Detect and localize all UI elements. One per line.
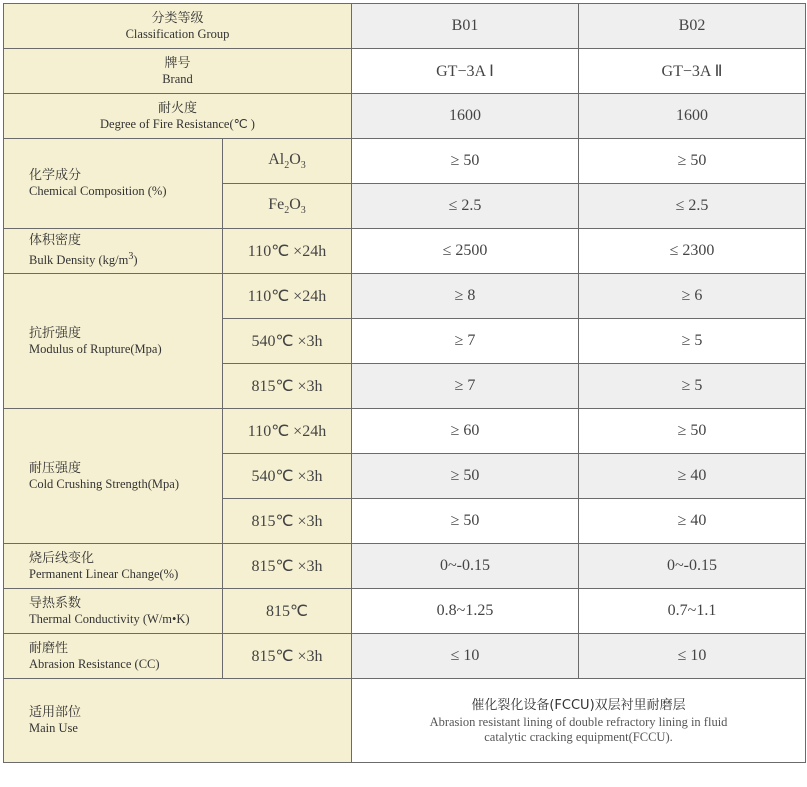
rupture-540-b02: ≥ 5 [579,319,806,364]
cond-crushing-110: 110℃ ×24h [223,409,352,454]
rupture-540-b01: ≥ 7 [352,319,579,364]
row-classification [4,4,806,49]
crushing-540-b02: ≥ 40 [579,454,806,499]
crushing-540-b01: ≥ 50 [352,454,579,499]
row-fire-resistance [4,94,806,139]
label-main-use: 适用部位 Main Use [4,679,352,763]
label-modulus-of-rupture: 抗折强度 Modulus of Rupture(Mpa) [4,274,223,409]
cond-rupture-110: 110℃ ×24h [223,274,352,319]
abrasion-b02: ≤ 10 [579,634,806,679]
fire-b01: 1600 [352,94,579,139]
label-linear-change: 烧后线变化 Permanent Linear Change(%) [4,544,223,589]
cond-rupture-540: 540℃ ×3h [223,319,352,364]
crushing-815-b02: ≥ 40 [579,499,806,544]
fe2o3-b02: ≤ 2.5 [579,184,806,229]
row-chem-al2o3 [4,139,806,184]
label-cold-crushing-strength: 耐压强度 Cold Crushing Strength(Mpa) [4,409,223,544]
cond-crushing-540: 540℃ ×3h [223,454,352,499]
cond-al2o3: $Al_2O_3$ [223,139,352,184]
cond-thermal-conductivity: 815℃ [223,589,352,634]
brand-b01: GT−3A Ⅰ [352,49,579,94]
brand-b02: GT−3A Ⅱ [579,49,806,94]
rupture-815-b01: ≥ 7 [352,364,579,409]
label-thermal-conductivity: 导热系数 Thermal Conductivity (W/m•K) [4,589,223,634]
linear-b02: 0~-0.15 [579,544,806,589]
row-linear-change [4,544,806,589]
bulk-b02: ≤ 2300 [579,229,806,274]
cond-abrasion-resistance: 815℃ ×3h [223,634,352,679]
row-crushing-110 [4,409,806,454]
label-classification: 分类等级 Classification Group [4,4,352,49]
al2o3-b02: ≥ 50 [579,139,806,184]
label-fire-resistance: 耐火度 Degree of Fire Resistance(℃ ) [4,94,352,139]
label-brand: 牌号 Brand [4,49,352,94]
main-use-value: 催化裂化设备(FCCU)双层衬里耐磨层 Abrasion resistant lining of double refractory lining in fluid catalytic cracking equipment(FCCU). [352,679,806,763]
label-abrasion-resistance: 耐磨性 Abrasion Resistance (CC) [4,634,223,679]
crushing-110-b01: ≥ 60 [352,409,579,454]
row-brand [4,49,806,94]
crushing-110-b02: ≥ 50 [579,409,806,454]
row-main-use [4,679,806,763]
cond-fe2o3: $Fe_2O_3$ [223,184,352,229]
linear-b01: 0~-0.15 [352,544,579,589]
cond-bulk-density: 110℃ ×24h [223,229,352,274]
rupture-110-b01: ≥ 8 [352,274,579,319]
row-rupture-110 [4,274,806,319]
row-abrasion-resistance [4,634,806,679]
spec-table [3,3,806,763]
bulk-b01: ≤ 2500 [352,229,579,274]
thermal-b02: 0.7~1.1 [579,589,806,634]
label-bulk-density: 体积密度 Bulk Density $(kg/m^3)$ [4,229,223,274]
label-chemical-composition: 化学成分 Chemical Composition (%) [4,139,223,229]
col-header-b02: B02 [579,4,806,49]
abrasion-b01: ≤ 10 [352,634,579,679]
thermal-b01: 0.8~1.25 [352,589,579,634]
rupture-110-b02: ≥ 6 [579,274,806,319]
cond-crushing-815: 815℃ ×3h [223,499,352,544]
row-thermal-conductivity [4,589,806,634]
cond-rupture-815: 815℃ ×3h [223,364,352,409]
row-bulk-density [4,229,806,274]
fire-b02: 1600 [579,94,806,139]
cond-linear-change: 815℃ ×3h [223,544,352,589]
al2o3-b01: ≥ 50 [352,139,579,184]
fe2o3-b01: ≤ 2.5 [352,184,579,229]
crushing-815-b01: ≥ 50 [352,499,579,544]
col-header-b01: B01 [352,4,579,49]
rupture-815-b02: ≥ 5 [579,364,806,409]
